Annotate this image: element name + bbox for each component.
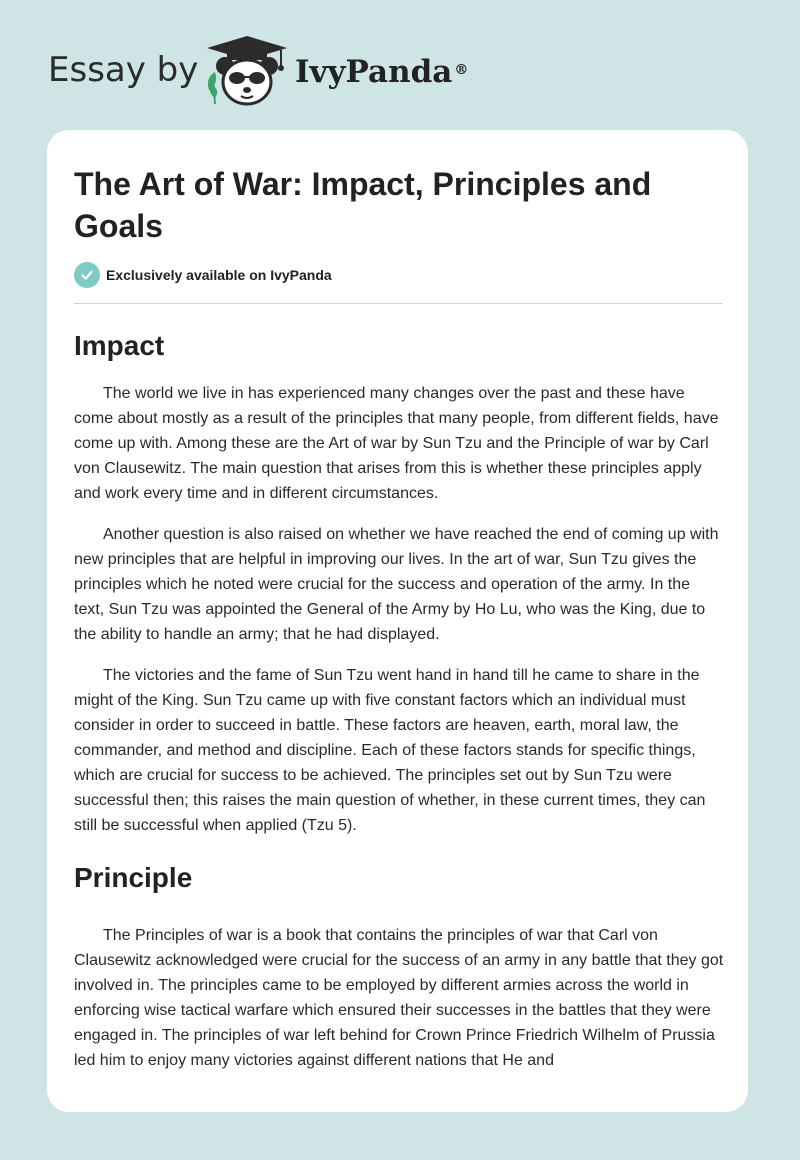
site-header [0, 0, 800, 130]
check-icon [74, 262, 100, 288]
brand-text: IvyPanda [295, 54, 453, 90]
page-title: The Art of War: Impact, Principles and Goals [74, 166, 652, 244]
article-body [74, 320, 724, 1073]
divider [74, 303, 722, 304]
essay-by-label: Essay by [48, 50, 199, 90]
paragraph: Another question is also raised on whether we have reached the end of coming up with new principles that are helpful in improving our lives. In the art of war, Sun Tzu gives the principles which he noted were crucial for the success and operation of the army. In the text, Sun Tzu was appointed the General of the Army by Ho Lu, who was the King, due to the ability to handle an army; that he had displayed. [74, 526, 719, 643]
paragraph: The victories and the fame of Sun Tzu went hand in hand till he came to share in the might of the King. Sun Tzu came up with five constant factors which an individual must consider in order to succeed in battle. These factors are heaven, earth, moral law, the commander, and method and discipline. Each of these factors stands for specific things, which are crucial for success to be achieved. The principles set out by Sun Tzu were successful then; this raises the main question of whether, in these current times, they can still be successful when applied (Tzu 5). [74, 667, 706, 834]
paragraph: The Principles of war is a book that contains the principles of war that Carl von Clausewitz acknowledged were crucial for the success of an army in any battle that they got involved in. The principles came to be employed by different armies across the world in enforcing wise tactical warfare which ensured their successes in the battles that they were engaged in. The principles of war left behind for Crown Prince Friedrich Wilhelm of Prussia led him to enjoy many victories against different nations that He and [74, 927, 724, 1069]
article-card [47, 130, 748, 1112]
panda-graduate-icon[interactable] [201, 32, 293, 108]
registered-mark: ® [454, 62, 469, 78]
exclusive-badge [74, 262, 332, 288]
paragraph: The world we live in has experienced many changes over the past and these have come about mostly as a result of the principles that many people, from different fields, have come up with. Among these are the Art of war by Sun Tzu and the Principle of war by Carl von Clausewitz. The main question that arises from this is whether these principles apply and work every time and in different circumstances. [74, 385, 719, 502]
brand-name[interactable] [295, 52, 468, 92]
section-heading-impact: Impact [74, 330, 165, 361]
badge-text: Exclusively available on IvyPanda [106, 267, 332, 283]
section-heading-principle: Principle [74, 862, 193, 893]
